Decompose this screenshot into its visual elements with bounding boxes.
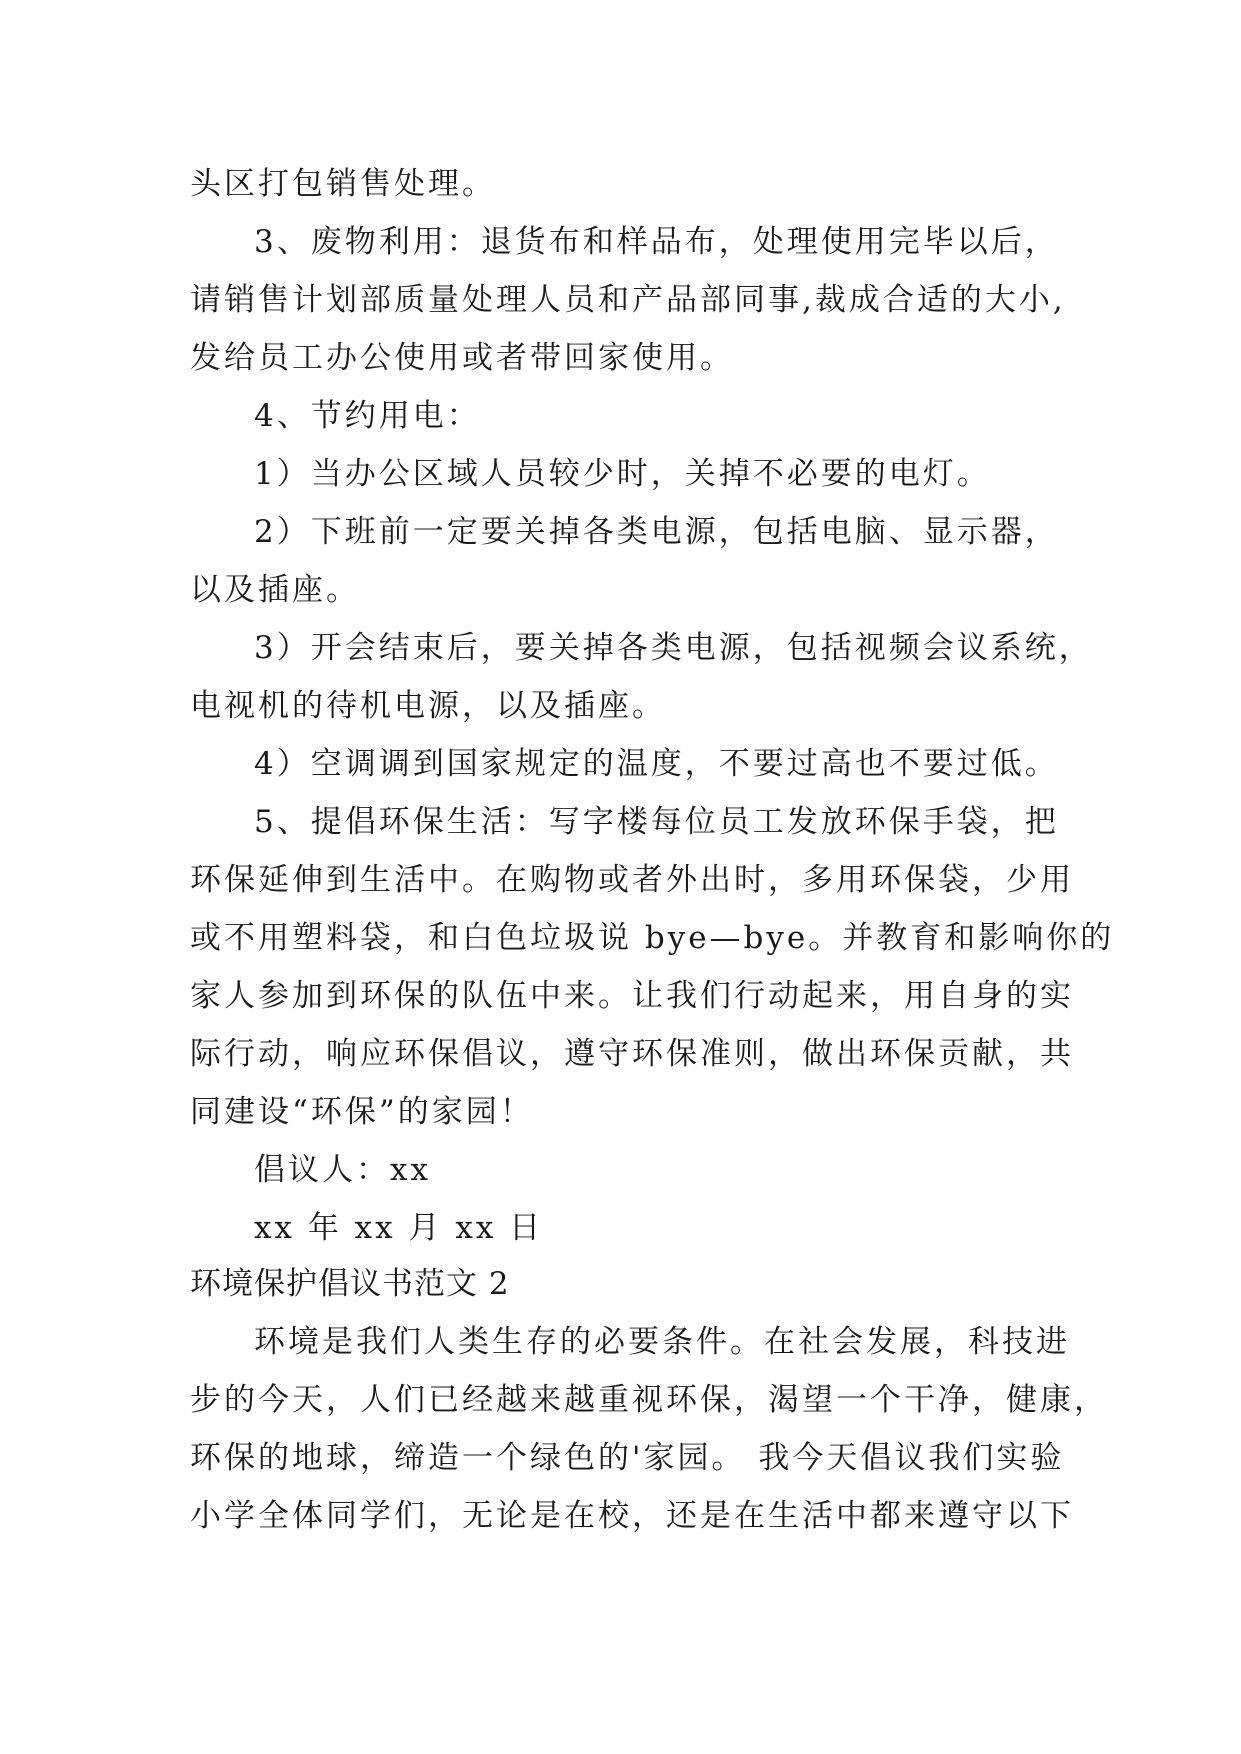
text-line: 1）当办公区域人员较少时，关掉不必要的电灯。 bbox=[254, 456, 991, 492]
text-line: 以及插座。 bbox=[190, 572, 360, 608]
text-line: 3、废物利用：退货布和样品布，处理使用完毕以后， bbox=[254, 224, 1059, 260]
text-line: 环境是我们人类生存的必要条件。在社会发展，科技进 bbox=[254, 1324, 1070, 1360]
text-line: 或不用塑料袋，和白色垃圾说 bye—bye。并教育和影响你的 bbox=[190, 920, 1115, 956]
text-line: 发给员工办公使用或者带回家使用。 bbox=[190, 340, 734, 376]
text-line: 环保的地球，缔造一个绿色的'家园。 我今天倡议我们实验 bbox=[190, 1440, 1065, 1476]
text-line: 3）开会结束后，要关掉各类电源，包括视频会议系统， bbox=[254, 630, 1093, 666]
text-line: 环保延伸到生活中。在购物或者外出时，多用环保袋，少用 bbox=[190, 862, 1074, 898]
text-line: 4、节约用电： bbox=[254, 398, 481, 434]
text-line: 4）空调调到国家规定的温度，不要过高也不要过低。 bbox=[254, 746, 1059, 782]
text-line: 请销售计划部质量处理人员和产品部同事,裁成合适的大小, bbox=[190, 282, 1066, 318]
text-line: 同建设“环保”的家园！ bbox=[190, 1094, 534, 1130]
text-line: 家人参加到环保的队伍中来。让我们行动起来，用自身的实 bbox=[190, 978, 1074, 1014]
text-line: 5、提倡环保生活：写字楼每位员工发放环保手袋，把 bbox=[254, 804, 1059, 840]
signature-line: 倡议人：xx bbox=[254, 1152, 431, 1188]
text-line: 步的今天，人们已经越来越重视环保，渴望一个干净，健康， bbox=[190, 1382, 1108, 1418]
text-line: 头区打包销售处理。 bbox=[190, 166, 496, 202]
text-line: 际行动，响应环保倡议，遵守环保准则，做出环保贡献，共 bbox=[190, 1036, 1074, 1072]
date-line: xx 年 xx 月 xx 日 bbox=[254, 1210, 544, 1246]
section-heading: 环境保护倡议书范文 2 bbox=[190, 1266, 510, 1302]
text-line: 2）下班前一定要关掉各类电源，包括电脑、显示器， bbox=[254, 514, 1059, 550]
text-line: 电视机的待机电源，以及插座。 bbox=[190, 688, 666, 724]
text-line: 小学全体同学们，无论是在校，还是在生活中都来遵守以下 bbox=[190, 1498, 1074, 1534]
